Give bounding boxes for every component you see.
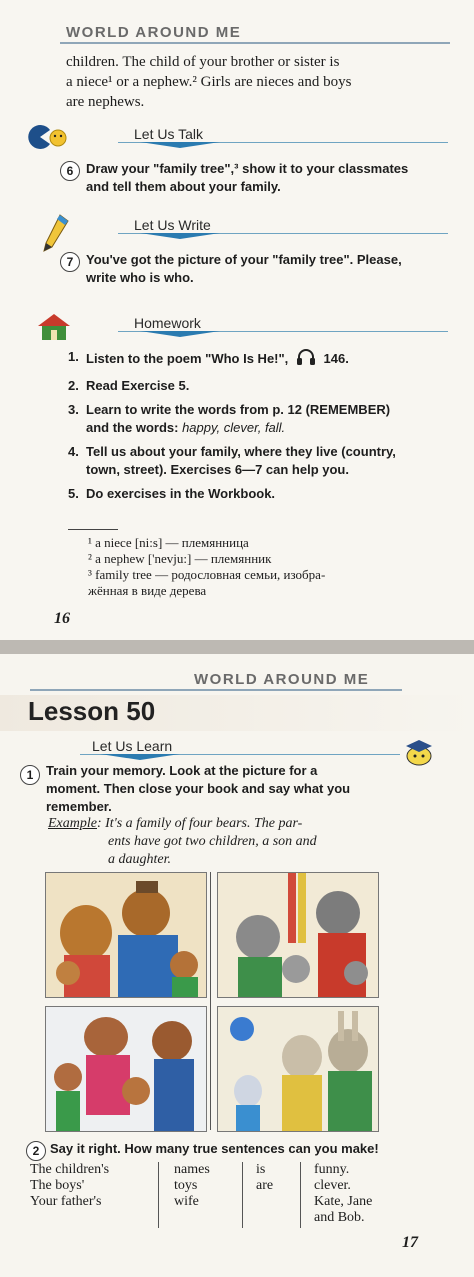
page1-header-rule xyxy=(60,42,450,44)
exercise-6-text xyxy=(86,160,456,196)
exercise-1-number: 1 xyxy=(20,765,40,785)
exercise-6-line-2: and tell them about your family. xyxy=(86,179,281,194)
homework-heading-wedge xyxy=(140,331,220,337)
intro-paragraph xyxy=(66,52,451,112)
page-number-17: 17 xyxy=(402,1234,418,1251)
footnote-rule xyxy=(68,529,118,530)
page1-header: WORLD AROUND ME xyxy=(66,24,242,41)
learn-heading-wedge xyxy=(100,754,180,760)
exercise-1-line-1: Train your memory. Look at the picture for a xyxy=(46,763,318,778)
table-divider xyxy=(158,1162,159,1228)
intro-line-3: are nephews. xyxy=(66,94,145,110)
talk-heading-wedge xyxy=(140,142,220,148)
page2-header-rule xyxy=(30,689,402,691)
exercise-7-line-1: You've got the picture of your "family tree". Please, xyxy=(86,252,402,267)
exercise-6-number: 6 xyxy=(60,161,80,181)
page-number-16: 16 xyxy=(54,610,70,627)
table-divider xyxy=(242,1162,243,1228)
table-col-verbs: is are xyxy=(256,1162,274,1193)
table-col-subjects: The children's The boys' Your father's xyxy=(30,1162,110,1209)
homework-heading: Homework xyxy=(134,315,201,331)
footnote-3: ³ family tree — родословная семьи, изобра- xyxy=(88,567,326,582)
homework-item: 3. Learn to write the words from p. 12 (REMEMBER) and the words: happy, clever, fall. xyxy=(68,402,391,435)
table-col-complements: funny. clever. Kate, Jane and Bob. xyxy=(314,1162,373,1225)
write-heading: Let Us Write xyxy=(134,217,211,233)
cat-family-picture xyxy=(217,872,379,998)
homework-item: 5. Do exercises in the Workbook. xyxy=(68,486,276,501)
exercise-7-text xyxy=(86,251,456,287)
homework-list xyxy=(68,348,453,509)
homework-item: 2. Read Exercise 5. xyxy=(68,378,190,393)
exercise-7-line-2: write who is who. xyxy=(86,270,194,285)
page2-header: WORLD AROUND ME xyxy=(194,671,370,688)
family-pictures xyxy=(45,872,377,1130)
exercise-2-text: Say it right. How many true sentences can you make! xyxy=(50,1141,379,1156)
footnote-1: ¹ a niece [ni:s] — племянница xyxy=(88,535,249,550)
table-divider xyxy=(300,1162,301,1228)
example-label: Example xyxy=(48,816,97,831)
picture-divider xyxy=(210,872,211,1130)
graduation-cap-icon xyxy=(402,738,436,766)
exercise-2-number: 2 xyxy=(26,1141,46,1161)
page-gutter xyxy=(0,640,474,654)
learn-heading: Let Us Learn xyxy=(92,738,173,754)
footnote-2: ² a nephew ['nevju:] — племянник xyxy=(88,551,272,566)
talk-icon xyxy=(28,124,68,150)
house-icon xyxy=(36,312,72,342)
table-col-nouns: names toys wife xyxy=(174,1162,210,1209)
rabbit-family-picture xyxy=(217,1006,379,1132)
headphones-icon xyxy=(296,348,316,371)
homework-item: 1. Listen to the poem "Who Is He!", 146. xyxy=(68,348,453,371)
example-text: Example: It's a family of four bears. The par- ents have got two children, a son and a daughter. xyxy=(48,816,317,867)
intro-line-2: a niece¹ or a nephew.² Girls are nieces and boys xyxy=(66,74,352,90)
pencil-icon xyxy=(40,213,70,253)
exercise-1-line-3: remember. xyxy=(46,799,112,814)
exercise-6-line-1: Draw your "family tree",³ show it to your classmates xyxy=(86,161,409,176)
talk-heading: Let Us Talk xyxy=(134,126,203,142)
exercise-7-number: 7 xyxy=(60,252,80,272)
footnotes xyxy=(88,535,458,599)
intro-line-1: children. The child of your brother or sister is xyxy=(66,54,340,70)
exercise-1-text xyxy=(46,762,402,816)
monkey-family-picture xyxy=(45,1006,207,1132)
homework-item: 4. Tell us about your family, where they live (country, town, street). Exercises 6—7 can help you. xyxy=(68,444,396,477)
footnote-3-cont: жённая в виде дерева xyxy=(88,583,207,598)
exercise-1-line-2: moment. Then close your book and say what you xyxy=(46,781,351,796)
write-heading-wedge xyxy=(140,233,220,239)
bear-family-picture xyxy=(45,872,207,998)
lesson-title: Lesson 50 xyxy=(28,696,156,726)
